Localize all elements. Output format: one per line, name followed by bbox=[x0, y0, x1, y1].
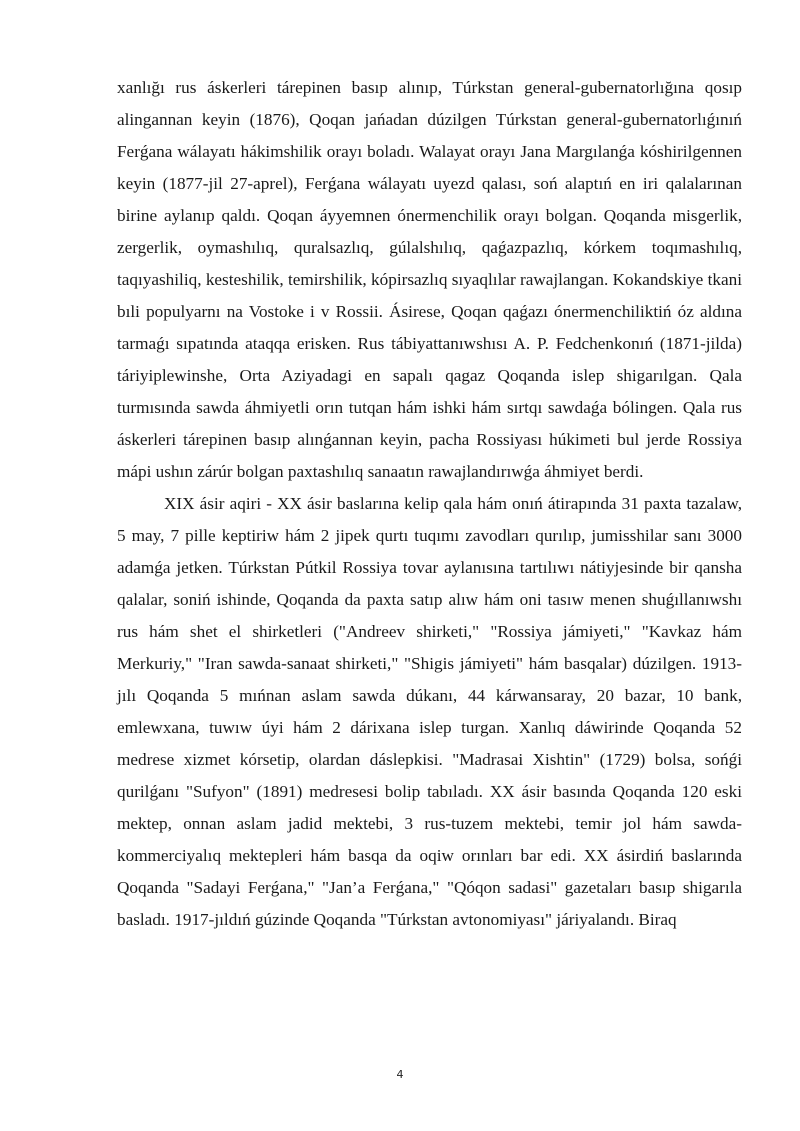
page-number: 4 bbox=[396, 1068, 404, 1081]
paragraph-2: XIX ásir aqiri - XX ásir baslarına kelip qala hám onıń átirapında 31 paxta tazalaw, 5 may, 7 pille keptiriw hám 2 jipek qurtı tuqımı zavodları qurılıp, jumisshilar sanı 3000 adamǵa jetken. Túrkstan Pútkil Rossiya tovar aylanısına tartılıwı nátiyjesinde bir qansha qalalar, soniń ishinde, Qoqanda da paxta satıp alıw hám oni tasıw menen shuǵıllanıwshı rus hám shet el shirketleri ("Andreev shirketi," "Rossiya jámiyeti," "Kavkaz hám Merkuriy," "Iran sawda-sanaat shirketi," "Shigis jámiyeti" hám basqalar) dúzilgen. 1913-jılı Qoqanda 5 mıńnan aslam sawda dúkanı, 44 kárwansaray, 20 bazar, 10 bank, emlewxana, tuwıw úyi hám 2 dárixana islep turgan. Xanlıq dáwirinde Qoqanda 52 medrese xizmet kórsetip, olardan dáslepkisi. "Madrasai Xishtin" (1729) bolsa, sońǵi qurilǵanı "Sufyon" (1891) medresesi bolip tabıladı. XX ásir basında Qoqanda 120 eski mektep, onnan aslam jadid mektebi, 3 rus-tuzem mektebi, temir jol hám sawda-kommerciyalıq mektepleri hám basqa da oqiw orınları bar edi. XX ásirdiń baslarında Qoqanda "Sadayi Ferǵana," "Jan’a Ferǵana," "Qóqon sadasi" gazetaları basıp shigarıla basladı. 1917-jıldıń gúzinde Qoqanda "Túrkstan avtonomiyası" járiyalandı. Biraq bbox=[117, 494, 742, 929]
document-body bbox=[117, 72, 742, 936]
paragraph-1: xanlığı rus áskerleri tárepinen basıp alınıp, Túrkstan general-gubernatorlığına qosıp alingannan keyin (1876), Qoqan jańadan dúzilgen Túrkstan general-gubernatorlıǵınıń Ferǵana wálayatı hákimshilik orayı boladı. Walayat orayı Jana Margılanǵa kóshirilgennen keyin (1877-jil 27-aprel), Ferǵana wálayatı uyezd qalası, soń alaptıń en iri qalalarınan birine aylanıp qaldı. Qoqan áyyemnen ónermenchilik orayı bolgan. Qoqanda misgerlik, zergerlik, oymashılıq, quralsazlıq, gúlalshılıq, qaǵazpazlıq, kórkem toqımashılıq, taqıyashiliq, kesteshilik, temirshilik, kópirsazlıq sıyaqlılar rawajlangan. Kokandskiye tkani bıli populyarnı na Vostoke i v Rossii. Ásirese, Qoqan qaǵazı ónermenchiliktiń óz aldına tarmaǵı sıpatında ataqqa erisken. Rus tábiyattanıwshısı A. P. Fedchenkonıń (1871-jilda) táriyiplewinshe, Orta Aziyadagi en sapalı qagaz Qoqanda islep shigarılgan. Qala turmısında sawda áhmiyetli orın tutqan hám ishki hám sırtqı sawdaǵa bólingen. Qala rus áskerleri tárepinen basıp alınǵannan keyin, pacha Rossiyası húkimeti bul jerde Rossiya mápi ushın zárúr bolgan paxtashılıq sanaatın rawajlandırıwǵa áhmiyet berdi. bbox=[117, 78, 742, 481]
